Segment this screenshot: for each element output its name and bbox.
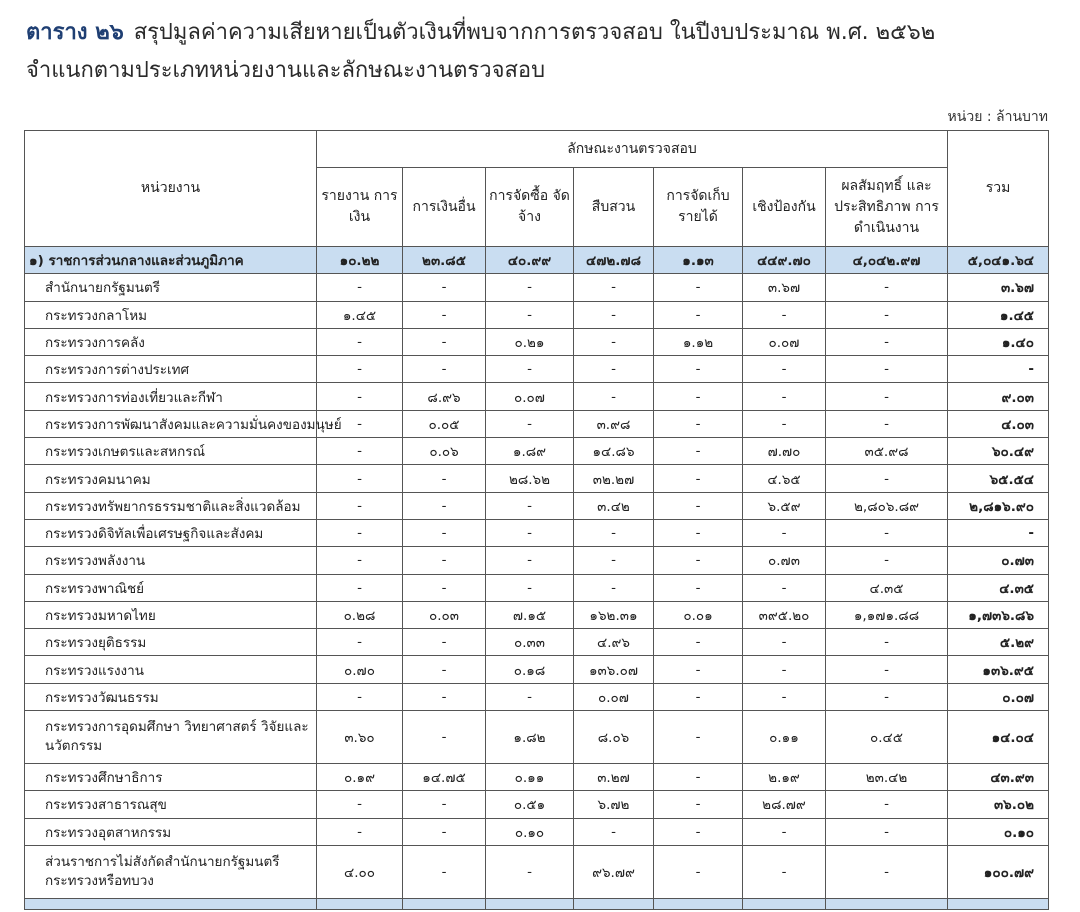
agency-name: กระทรวงพาณิชย์: [25, 574, 317, 601]
column-header: การจัดซื้อ จัดจ้าง: [486, 168, 574, 247]
empty-cell: [317, 898, 403, 909]
table-row: [25, 328, 1049, 355]
empty-cell: [743, 898, 826, 909]
cell-value: -: [654, 683, 743, 710]
agency-name: กระทรวงการพัฒนาสังคมและความมั่นคงของมนุษย์: [25, 410, 317, 437]
cell-value: ๑๔.๗๕: [403, 764, 486, 791]
row-total: ๐.๗๓: [948, 547, 1049, 574]
cell-value: ๐.๒๑: [486, 328, 574, 355]
cell-value: -: [654, 383, 743, 410]
cell-value: -: [743, 519, 826, 546]
cell-value: -: [826, 356, 948, 383]
cell-value: ๐.๗๓: [743, 547, 826, 574]
cell-value: -: [317, 791, 403, 818]
table-row: [25, 274, 1049, 301]
cell-value: -: [403, 574, 486, 601]
cell-value: -: [826, 629, 948, 656]
cell-value: -: [654, 791, 743, 818]
row-total: ๑๓๖.๙๕: [948, 656, 1049, 683]
table-row: [25, 438, 1049, 465]
cell-value: ๐.๑๑: [486, 764, 574, 791]
cell-value: -: [743, 410, 826, 437]
cell-value: -: [826, 547, 948, 574]
cell-value: -: [654, 301, 743, 328]
cell-value: ๑.๘๙: [486, 438, 574, 465]
cell-value: -: [574, 301, 654, 328]
cell-value: ๖.๕๙: [743, 492, 826, 519]
table-row: [25, 519, 1049, 546]
row-total: ๕.๒๙: [948, 629, 1049, 656]
cell-value: ๐.๑๑: [743, 711, 826, 764]
title-line-1: [26, 14, 1066, 52]
cell-value: ๑๖๒.๓๑: [574, 601, 654, 628]
table-body: [25, 247, 1049, 910]
agency-name: กระทรวงศึกษาธิการ: [25, 764, 317, 791]
summary-value: ๔๐.๙๙: [486, 247, 574, 274]
agency-name: กระทรวงทรัพยากรธรรมชาติและสิ่งแวดล้อม: [25, 492, 317, 519]
empty-cell: [25, 898, 317, 909]
cell-value: -: [743, 629, 826, 656]
cell-value: -: [826, 301, 948, 328]
next-summary-row-cut: [25, 898, 1049, 909]
cell-value: -: [654, 547, 743, 574]
cell-value: -: [317, 383, 403, 410]
cell-value: -: [486, 274, 574, 301]
agency-name: กระทรวงการอุดมศึกษา วิทยาศาสตร์ วิจัยและนวัตกรรม: [25, 711, 317, 764]
cell-value: ๓๙๕.๒๐: [743, 601, 826, 628]
cell-value: ๐.๕๑: [486, 791, 574, 818]
cell-value: -: [403, 845, 486, 898]
row-total: ๐.๐๗: [948, 683, 1049, 710]
cell-value: -: [403, 301, 486, 328]
agency-name: กระทรวงการต่างประเทศ: [25, 356, 317, 383]
agency-name: กระทรวงพลังงาน: [25, 547, 317, 574]
empty-cell: [403, 898, 486, 909]
cell-value: ๐.๐๕: [403, 410, 486, 437]
cell-value: -: [403, 274, 486, 301]
row-total: ๑๔.๐๔: [948, 711, 1049, 764]
cell-value: -: [654, 492, 743, 519]
cell-value: -: [317, 629, 403, 656]
cell-value: -: [654, 574, 743, 601]
summary-value: ๔๔๙.๗๐: [743, 247, 826, 274]
cell-value: ๐.๑๐: [486, 818, 574, 845]
table-row: [25, 465, 1049, 492]
table-row: [25, 818, 1049, 845]
table-row: [25, 845, 1049, 898]
cell-value: -: [317, 574, 403, 601]
cell-value: ๐.๐๗: [574, 683, 654, 710]
row-total: ๙.๐๓: [948, 383, 1049, 410]
cell-value: -: [654, 845, 743, 898]
cell-value: -: [317, 328, 403, 355]
cell-value: -: [826, 274, 948, 301]
cell-value: -: [826, 410, 948, 437]
cell-value: -: [486, 845, 574, 898]
cell-value: ๐.๐๖: [403, 438, 486, 465]
summary-value: ๑.๑๓: [654, 247, 743, 274]
table-row: [25, 629, 1049, 656]
agency-name: กระทรวงวัฒนธรรม: [25, 683, 317, 710]
cell-value: ๙๖.๗๙: [574, 845, 654, 898]
cell-value: -: [826, 656, 948, 683]
agency-name: กระทรวงแรงงาน: [25, 656, 317, 683]
cell-value: -: [574, 356, 654, 383]
cell-value: -: [826, 791, 948, 818]
cell-value: -: [486, 301, 574, 328]
summary-value: ๔,๐๔๒.๙๗: [826, 247, 948, 274]
agency-name: กระทรวงมหาดไทย: [25, 601, 317, 628]
table-row: [25, 301, 1049, 328]
cell-value: ๘.๙๖: [403, 383, 486, 410]
table-row: [25, 601, 1049, 628]
cell-value: -: [743, 656, 826, 683]
cell-value: -: [743, 574, 826, 601]
cell-value: -: [486, 547, 574, 574]
cell-value: ๓๒.๒๗: [574, 465, 654, 492]
cell-value: -: [403, 547, 486, 574]
title-text: สรุปมูลค่าความเสียหายเป็นตัวเงินที่พบจากการตรวจสอบ ในปีงบประมาณ พ.ศ. ๒๕๖๒: [133, 20, 936, 45]
cell-value: -: [486, 519, 574, 546]
column-header: การเงินอื่น: [403, 168, 486, 247]
row-total: -: [948, 519, 1049, 546]
cell-value: -: [317, 683, 403, 710]
cell-value: -: [654, 629, 743, 656]
cell-value: -: [317, 465, 403, 492]
cell-value: -: [743, 818, 826, 845]
table-row: [25, 383, 1049, 410]
cell-value: -: [317, 438, 403, 465]
cell-value: -: [826, 818, 948, 845]
cell-value: ๓.๖๐: [317, 711, 403, 764]
cell-value: -: [574, 547, 654, 574]
cell-value: ๐.๐๗: [486, 383, 574, 410]
row-total: ๑,๗๓๖.๘๖: [948, 601, 1049, 628]
cell-value: ๔.๓๕: [826, 574, 948, 601]
cell-value: ๑๔.๘๖: [574, 438, 654, 465]
agency-name: กระทรวงเกษตรและสหกรณ์: [25, 438, 317, 465]
agency-name: ส่วนราชการไม่สังกัดสำนักนายกรัฐมนตรี กระทรวงหรือทบวง: [25, 845, 317, 898]
table-row: [25, 410, 1049, 437]
cell-value: -: [403, 656, 486, 683]
cell-value: ๐.๒๘: [317, 601, 403, 628]
agency-name: กระทรวงสาธารณสุข: [25, 791, 317, 818]
cell-value: -: [574, 574, 654, 601]
row-total: ๑๐๐.๗๙: [948, 845, 1049, 898]
cell-value: ๐.๐๗: [743, 328, 826, 355]
audit-type-group-header: ลักษณะงานตรวจสอบ: [317, 131, 948, 168]
column-header: เชิงป้องกัน: [743, 168, 826, 247]
cell-value: -: [654, 465, 743, 492]
cell-value: ๒.๑๙: [743, 764, 826, 791]
row-total: ๖๐.๔๙: [948, 438, 1049, 465]
row-total: ๔.๐๓: [948, 410, 1049, 437]
cell-value: -: [826, 845, 948, 898]
cell-value: ๐.๑๘: [486, 656, 574, 683]
row-total: ๔.๓๕: [948, 574, 1049, 601]
cell-value: -: [317, 492, 403, 519]
table-row: [25, 656, 1049, 683]
cell-value: -: [654, 274, 743, 301]
cell-value: -: [574, 274, 654, 301]
cell-value: -: [317, 818, 403, 845]
cell-value: ๓๕.๙๘: [826, 438, 948, 465]
cell-value: ๐.๔๕: [826, 711, 948, 764]
agency-name: กระทรวงกลาโหม: [25, 301, 317, 328]
cell-value: -: [403, 629, 486, 656]
cell-value: -: [486, 574, 574, 601]
cell-value: -: [403, 818, 486, 845]
table-row: [25, 547, 1049, 574]
cell-value: ๗.๑๕: [486, 601, 574, 628]
cell-value: -: [743, 683, 826, 710]
cell-value: ๒๓.๔๒: [826, 764, 948, 791]
cell-value: -: [403, 356, 486, 383]
cell-value: -: [403, 492, 486, 519]
cell-value: -: [826, 383, 948, 410]
table-row: [25, 791, 1049, 818]
agency-name: กระทรวงคมนาคม: [25, 465, 317, 492]
cell-value: -: [317, 519, 403, 546]
summary-value: ๒๓.๘๕: [403, 247, 486, 274]
summary-name: ๑) ราชการส่วนกลางและส่วนภูมิภาค: [25, 247, 317, 274]
cell-value: -: [317, 356, 403, 383]
cell-value: -: [317, 274, 403, 301]
cell-value: -: [654, 438, 743, 465]
cell-value: -: [654, 711, 743, 764]
cell-value: ๓.๙๘: [574, 410, 654, 437]
agency-name: กระทรวงการคลัง: [25, 328, 317, 355]
table-row: [25, 683, 1049, 710]
cell-value: -: [826, 465, 948, 492]
cell-value: -: [574, 383, 654, 410]
cell-value: -: [403, 711, 486, 764]
damage-table: [24, 130, 1049, 910]
summary-value: ๔๗๒.๗๘: [574, 247, 654, 274]
cell-value: -: [317, 547, 403, 574]
cell-value: ๔.๖๕: [743, 465, 826, 492]
cell-value: ๒๘.๖๒: [486, 465, 574, 492]
cell-value: -: [486, 683, 574, 710]
row-total: ๒,๘๑๖.๙๐: [948, 492, 1049, 519]
column-header: ผลสัมฤทธิ์ และประสิทธิภาพ การดำเนินงาน: [826, 168, 948, 247]
cell-value: ๐.๓๓: [486, 629, 574, 656]
cell-value: -: [743, 383, 826, 410]
cell-value: ๖.๗๒: [574, 791, 654, 818]
cell-value: ๐.๐๓: [403, 601, 486, 628]
row-total: ๐.๑๐: [948, 818, 1049, 845]
cell-value: -: [486, 356, 574, 383]
cell-value: -: [743, 845, 826, 898]
table-number: ตาราง ๒๖: [26, 20, 124, 45]
cell-value: ๐.๑๙: [317, 764, 403, 791]
cell-value: ๑๓๖.๐๗: [574, 656, 654, 683]
total-column-header: รวม: [948, 131, 1049, 247]
cell-value: ๒,๘๐๖.๘๙: [826, 492, 948, 519]
cell-value: ๔.๙๖: [574, 629, 654, 656]
table-row: [25, 764, 1049, 791]
table-row: [25, 574, 1049, 601]
empty-cell: [574, 898, 654, 909]
empty-cell: [654, 898, 743, 909]
row-total: ๓.๖๗: [948, 274, 1049, 301]
cell-value: ๑,๑๗๑.๘๘: [826, 601, 948, 628]
cell-value: ๑.๘๒: [486, 711, 574, 764]
cell-value: ๘.๐๖: [574, 711, 654, 764]
empty-cell: [948, 898, 1049, 909]
cell-value: -: [403, 683, 486, 710]
cell-value: -: [486, 410, 574, 437]
cell-value: -: [654, 519, 743, 546]
cell-value: -: [317, 410, 403, 437]
cell-value: -: [403, 328, 486, 355]
table-row: [25, 711, 1049, 764]
cell-value: -: [826, 683, 948, 710]
unit-note: หน่วย : ล้านบาท: [947, 109, 1048, 125]
cell-value: -: [574, 818, 654, 845]
cell-value: ๓.๖๗: [743, 274, 826, 301]
column-header: สืบสวน: [574, 168, 654, 247]
agency-name: กระทรวงดิจิทัลเพื่อเศรษฐกิจและสังคม: [25, 519, 317, 546]
column-header: การจัดเก็บ รายได้: [654, 168, 743, 247]
cell-value: -: [654, 818, 743, 845]
cell-value: -: [486, 492, 574, 519]
table-row: [25, 356, 1049, 383]
empty-cell: [486, 898, 574, 909]
row-total: ๑.๔๕: [948, 301, 1049, 328]
summary-value: ๑๐.๒๒: [317, 247, 403, 274]
agency-name: กระทรวงอุตสาหกรรม: [25, 818, 317, 845]
cell-value: ๐.๐๑: [654, 601, 743, 628]
cell-value: -: [743, 301, 826, 328]
empty-cell: [826, 898, 948, 909]
cell-value: -: [403, 465, 486, 492]
cell-value: -: [574, 519, 654, 546]
agency-name: กระทรวงการท่องเที่ยวและกีฬา: [25, 383, 317, 410]
cell-value: -: [654, 656, 743, 683]
agency-name: กระทรวงยุติธรรม: [25, 629, 317, 656]
title-line-2: จำแนกตามประเภทหน่วยงานและลักษณะงานตรวจสอบ: [26, 58, 546, 83]
summary-row: [25, 247, 1049, 274]
cell-value: ๑.๑๒: [654, 328, 743, 355]
cell-value: ๑.๔๕: [317, 301, 403, 328]
cell-value: -: [743, 356, 826, 383]
row-total: -: [948, 356, 1049, 383]
cell-value: -: [654, 764, 743, 791]
cell-value: ๗.๗๐: [743, 438, 826, 465]
row-total: ๓๖.๐๒: [948, 791, 1049, 818]
cell-value: ๓.๔๒: [574, 492, 654, 519]
cell-value: -: [403, 791, 486, 818]
row-total: ๖๕.๕๔: [948, 465, 1049, 492]
cell-value: -: [826, 328, 948, 355]
cell-value: ๓.๒๗: [574, 764, 654, 791]
cell-value: -: [826, 519, 948, 546]
cell-value: -: [403, 519, 486, 546]
agency-name: สำนักนายกรัฐมนตรี: [25, 274, 317, 301]
cell-value: -: [574, 328, 654, 355]
cell-value: ๔.๐๐: [317, 845, 403, 898]
cell-value: ๐.๗๐: [317, 656, 403, 683]
row-total: ๔๓.๙๓: [948, 764, 1049, 791]
cell-value: -: [654, 356, 743, 383]
org-column-header: หน่วยงาน: [25, 131, 317, 247]
column-header: รายงาน การเงิน: [317, 168, 403, 247]
row-total: ๑.๔๐: [948, 328, 1049, 355]
cell-value: -: [654, 410, 743, 437]
table-row: [25, 492, 1049, 519]
summary-total: ๕,๐๔๑.๖๔: [948, 247, 1049, 274]
cell-value: ๒๘.๗๙: [743, 791, 826, 818]
table-title: [26, 14, 1066, 90]
